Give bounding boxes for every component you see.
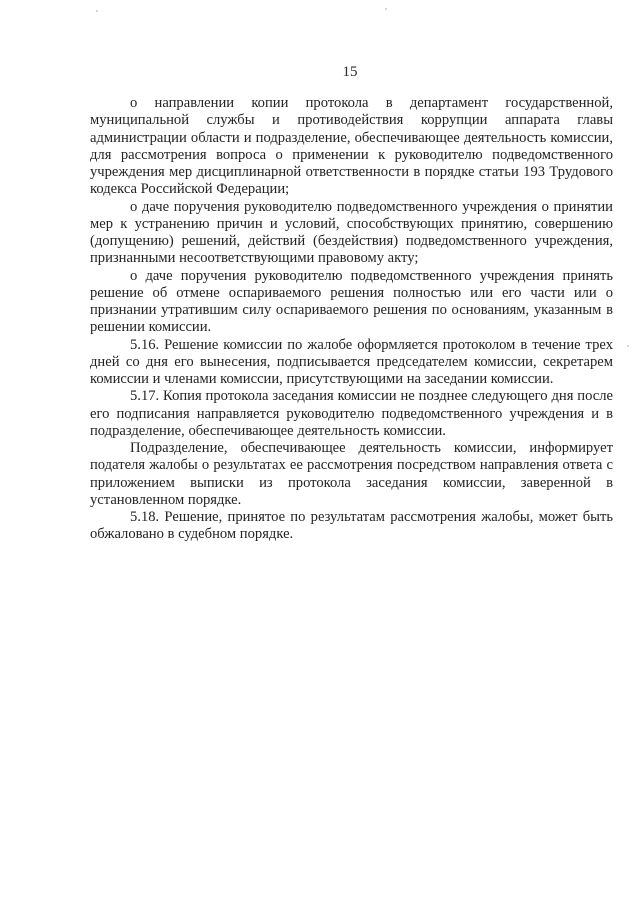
document-body — [90, 95, 613, 544]
paragraph-5-17: 5.17. Копия протокола заседания комиссии не позднее следующего дня после его подписания направляется руководителю подведомственного учреждения и в подразделение, обеспечивающее деятельность комиссии. — [90, 388, 613, 439]
paragraph-order-measures: о даче поручения руководителю подведомственного учреждения о принятии мер к устранению причин и условий, способствующих принятию, совершению (допущению) решений, действий (бездействия) подведомственного учреждения, признанными несоответствующими правовому акту; — [90, 198, 613, 267]
paragraph-protocol-copy: о направлении копии протокола в департамент государственной, муниципальной службы и противодействия коррупции аппарата главы администрации области и подразделение, обеспечивающее деятельность комиссии, для рассмотрения вопроса о применении к руководителю подведомственного учреждения мер дисциплинарной ответственности в порядке статьи 193 Трудового кодекса Российской Федерации; — [90, 95, 613, 198]
scan-artifact — [627, 345, 629, 347]
paragraph-order-cancel: о даче поручения руководителю подведомственного учреждения принять решение об отмене оспариваемого решения полностью или его части или о признании утратившим силу оспариваемого решения по основаниям, указанным в решении комиссии. — [90, 267, 613, 336]
scan-artifact — [385, 8, 387, 10]
paragraph-informing: Подразделение, обеспечивающее деятельность комиссии, информирует подателя жалобы о результатах ее рассмотрения посредством направления ответа с приложением выписки из протокола заседания комиссии, заверенной в установленном порядке. — [90, 440, 613, 508]
scan-artifact — [96, 10, 98, 12]
page-number: 15 — [342, 64, 358, 80]
paragraph-5-16: 5.16. Решение комиссии по жалобе оформляется протоколом в течение трех дней со дня его вынесения, подписывается председателем комиссии, секретарем комиссии и членами комиссии, присутствующими на заседании комиссии. — [90, 336, 613, 387]
paragraph-5-18: 5.18. Решение, принятое по результатам рассмотрения жалобы, может быть обжаловано в судебном порядке. — [90, 509, 613, 543]
